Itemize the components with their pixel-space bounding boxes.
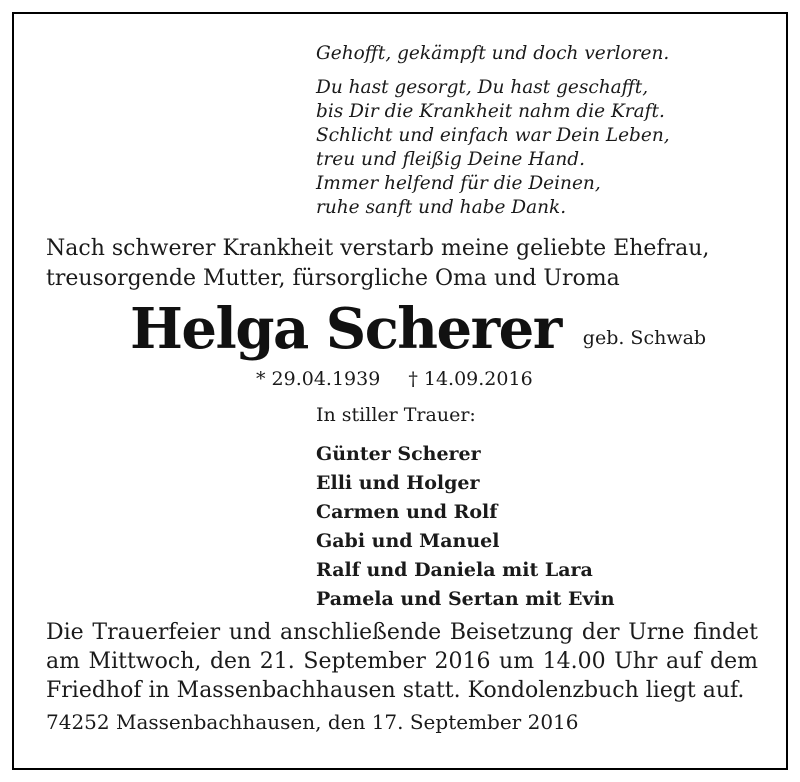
intro-text bbox=[46, 234, 709, 294]
mourning-label: In stiller Trauer: bbox=[316, 404, 476, 426]
poem-line: Schlicht und einfach war Dein Leben, bbox=[316, 125, 670, 146]
mourner: Carmen und Rolf bbox=[316, 501, 498, 523]
deceased-name: Helga Scherer bbox=[130, 296, 561, 362]
poem-line: ruhe sanft und habe Dank. bbox=[316, 197, 567, 218]
poem-line: treu und fleißig Deine Hand. bbox=[316, 149, 586, 170]
poem-line: bis Dir die Krankheit nahm die Kraft. bbox=[316, 101, 665, 122]
ceremony-text: Die Trauerfeier und anschließende Beisetzung der Urne findet am Mittwoch, den 21. September 2016 um 14.00 Uhr auf dem Friedhof in Massenbachhausen statt. Kondolenzbuch liegt auf. bbox=[46, 620, 758, 703]
obituary-frame bbox=[12, 12, 788, 770]
poem-first-line: Gehofft, gekämpft und doch verloren. bbox=[316, 43, 670, 64]
mourners-list bbox=[316, 440, 615, 614]
mourner: Elli und Holger bbox=[316, 472, 480, 494]
poem-spacer bbox=[316, 66, 670, 76]
birth-date: * 29.04.1939 bbox=[256, 368, 381, 390]
mourner: Gabi und Manuel bbox=[316, 530, 500, 552]
mourner: Günter Scherer bbox=[316, 443, 481, 465]
mourner: Pamela und Sertan mit Evin bbox=[316, 588, 615, 610]
place-date: 74252 Massenbachhausen, den 17. September 2016 bbox=[46, 710, 579, 734]
death-date: † 14.09.2016 bbox=[408, 368, 533, 390]
maiden-name: geb. Schwab bbox=[582, 327, 707, 349]
poem-line: Immer helfend für die Deinen, bbox=[316, 173, 601, 194]
intro-line: Nach schwerer Krankheit verstarb meine geliebte Ehefrau, bbox=[46, 236, 710, 261]
life-dates bbox=[256, 368, 533, 390]
deceased-name-row bbox=[130, 296, 706, 362]
mourner: Ralf und Daniela mit Lara bbox=[316, 559, 593, 581]
poem bbox=[316, 42, 670, 220]
poem-line: Du hast gesorgt, Du hast geschafft, bbox=[316, 77, 649, 98]
intro-line: treusorgende Mutter, fürsorgliche Oma und Uroma bbox=[46, 266, 620, 291]
